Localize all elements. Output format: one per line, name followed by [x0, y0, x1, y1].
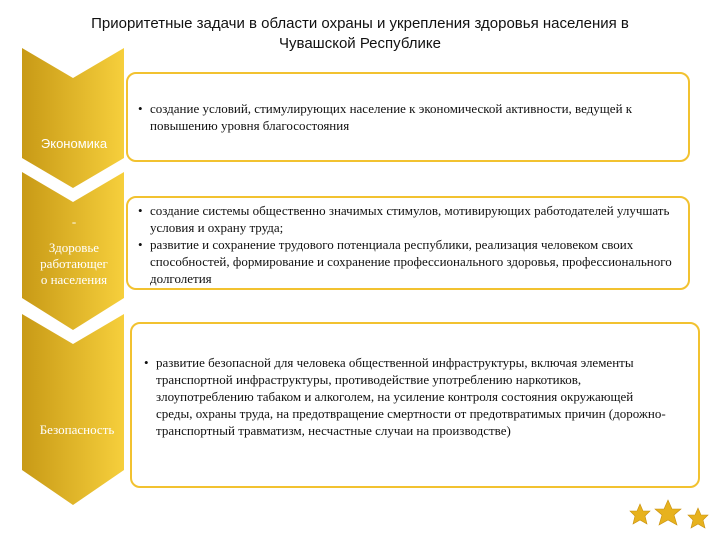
category-safety-label: Безопасность	[39, 422, 115, 437]
category-health-line-2: работающег	[40, 256, 108, 271]
chevron-economy	[22, 48, 124, 188]
category-health	[22, 214, 126, 288]
box-economy	[126, 72, 690, 162]
box-safety-item: • развитие безопасной для человека общественной инфраструктуры, включая элементы транспортной инфраструктуры, противодействие употреблению наркотиков, злоупотреблению табаком и алкоголем, на усиление контроля состояния окружающей среды, охраны труда, на предотвращение смертности от предотвратимых причин (дорожно-транспортный травматизм, несчастные случаи на производстве)	[142, 354, 672, 439]
title-line-1: Приоритетные задачи в области охраны и укрепления здоровья населения в	[91, 15, 629, 32]
box-health-item-1: • создание системы общественно значимых стимулов, мотивирующих работодателей улучшать условия и охрану труда;	[136, 202, 674, 236]
category-health-line-3: о населения	[40, 272, 108, 287]
title-line-2: Чувашской Республике	[279, 35, 441, 52]
category-health-line-1: Здоровье	[48, 240, 100, 255]
category-health-dash: -	[71, 214, 77, 229]
gold-stars-icon	[622, 496, 714, 536]
category-economy	[22, 136, 126, 152]
box-economy-item: • создание условий, стимулирующих население к экономической активности, ведущей к повышению уровня благосостояния	[136, 100, 674, 134]
category-economy-label: Экономика	[40, 136, 108, 151]
category-safety	[22, 422, 132, 438]
chevron-safety	[22, 314, 124, 505]
box-health	[126, 196, 690, 290]
box-health-item-2: • развитие и сохранение трудового потенциала республики, реализация человеком своих способностей, формирование и сохранение профессионального здоровья, профессионального долголетия	[136, 236, 674, 287]
box-safety	[130, 322, 700, 488]
